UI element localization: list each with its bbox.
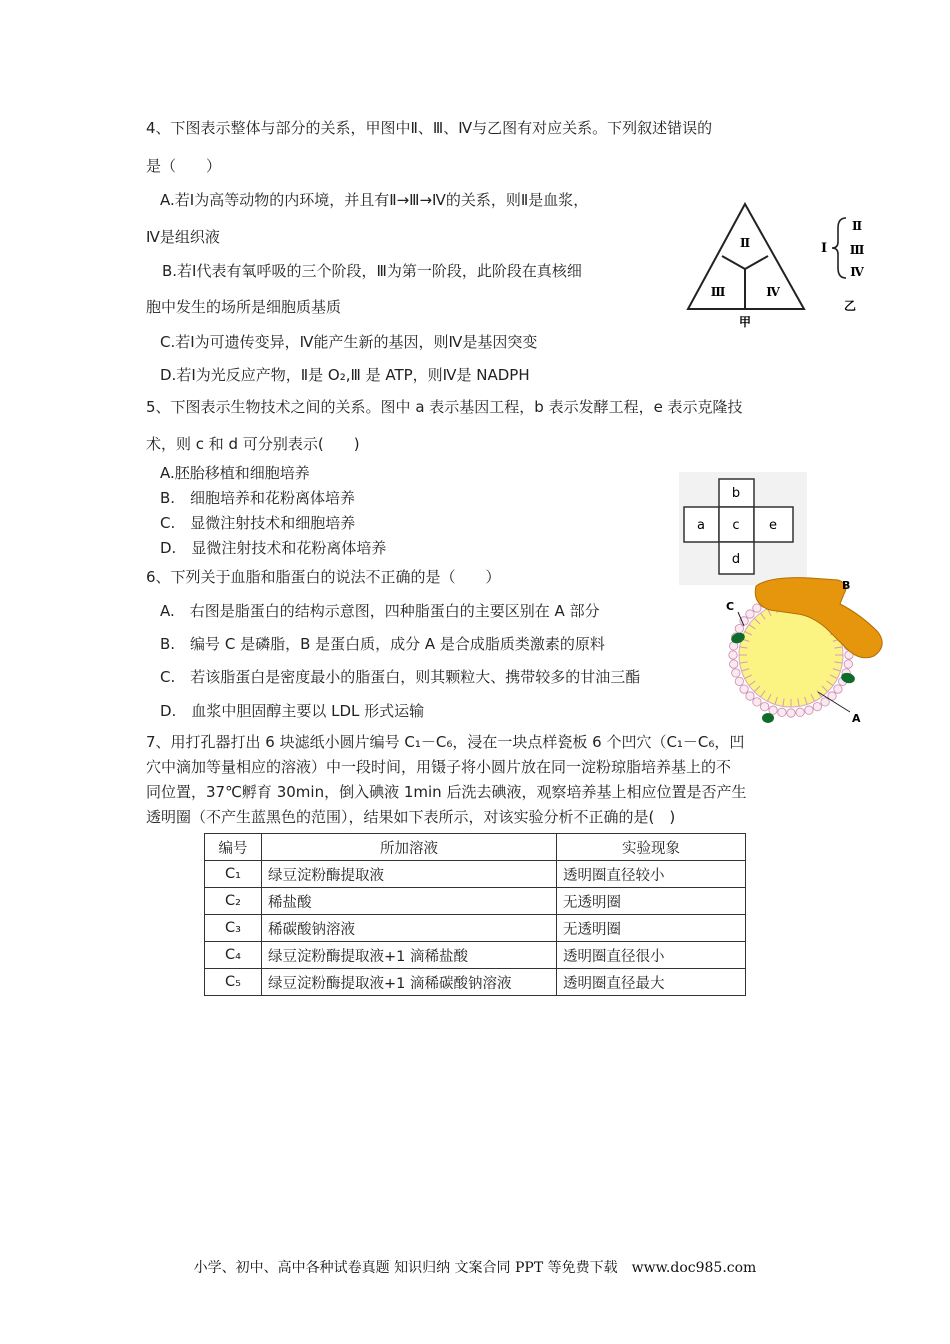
cholesterol-mark-3 bbox=[762, 713, 774, 723]
grid-cell-d: d bbox=[731, 552, 741, 567]
q6-option-a: A. 右图是脂蛋白的结构示意图，四种脂蛋白的主要区别在 A 部分 bbox=[160, 602, 600, 620]
brace-item-1: Ⅱ bbox=[851, 219, 863, 233]
phospholipid-head bbox=[821, 698, 829, 706]
cell-result: 无透明圈 bbox=[557, 915, 746, 942]
q7-stem-line4: 透明圈（不产生蓝黑色的范围），结果如下表所示，对该实验分析不正确的是( ) bbox=[146, 808, 676, 826]
cell-id: C₄ bbox=[205, 942, 262, 969]
cell-id: C₁ bbox=[205, 861, 262, 888]
table-row bbox=[205, 942, 746, 969]
q4-stem-line2: 是（ ） bbox=[146, 157, 222, 175]
table-header-row bbox=[205, 834, 746, 861]
cell-id: C₂ bbox=[205, 888, 262, 915]
q6-stem: 6、下列关于血脂和脂蛋白的说法不正确的是（ ） bbox=[146, 568, 501, 586]
brace-item-3: Ⅳ bbox=[850, 265, 864, 279]
header-solution: 所加溶液 bbox=[262, 834, 557, 861]
cell-solution: 稀盐酸 bbox=[262, 888, 557, 915]
triangle-right-label: Ⅳ bbox=[766, 285, 780, 299]
phospholipid-head bbox=[732, 669, 740, 677]
cell-id: C₅ bbox=[205, 969, 262, 996]
phospholipid-head bbox=[760, 702, 768, 710]
phospholipid-head bbox=[844, 660, 852, 668]
triangle-left-label: Ⅲ bbox=[710, 285, 726, 299]
cell-result: 无透明圈 bbox=[557, 888, 746, 915]
page-footer[interactable]: 小学、初中、高中各种试卷真题 知识归纳 文案合同 PPT 等免费下载 www.doc985.com bbox=[193, 1260, 757, 1276]
grid-cell-b: b bbox=[731, 486, 741, 501]
phospholipid-head bbox=[834, 685, 842, 693]
q6-option-c: C. 若该脂蛋白是密度最小的脂蛋白，则其颗粒大、携带较多的甘油三酯 bbox=[160, 668, 641, 686]
brace-root-label: Ⅰ bbox=[820, 241, 828, 256]
table-row bbox=[205, 861, 746, 888]
table-row bbox=[205, 915, 746, 942]
phospholipid-head bbox=[729, 651, 737, 659]
cell-solution: 绿豆淀粉酶提取液+1 滴稀碳酸钠溶液 bbox=[262, 969, 557, 996]
brace-caption: 乙 bbox=[843, 299, 857, 313]
header-result: 实验现象 bbox=[557, 834, 746, 861]
q7-stem-line2: 穴中滴加等量相应的溶液）中一段时间，用镊子将小圆片放在同一淀粉琼脂培养基上的不 bbox=[146, 758, 732, 776]
q4-option-b-line2: 胞中发生的场所是细胞质基质 bbox=[146, 298, 342, 316]
phospholipid-head bbox=[787, 709, 795, 717]
label-c: C bbox=[726, 600, 735, 613]
q5-option-a: A.胚胎移植和细胞培养 bbox=[160, 464, 310, 482]
triangle-diagram bbox=[682, 198, 812, 333]
q5-stem-line1: 5、下图表示生物技术之间的关系。图中 a 表示基因工程，b 表示发酵工程，e 表示克隆技 bbox=[146, 398, 743, 416]
grid-cell-e: e bbox=[769, 518, 777, 533]
phospholipid-head bbox=[735, 677, 743, 685]
phospholipid-head bbox=[813, 702, 821, 710]
cell-solution: 绿豆淀粉酶提取液 bbox=[262, 861, 557, 888]
q5-option-c: C. 显微注射技术和细胞培养 bbox=[160, 514, 356, 532]
phospholipid-head bbox=[778, 708, 786, 716]
phospholipid-head bbox=[746, 610, 754, 618]
cross-grid-diagram bbox=[679, 472, 807, 585]
q6-option-b: B. 编号 C 是磷脂，B 是蛋白质，成分 A 是合成脂质类激素的原料 bbox=[160, 635, 605, 653]
q7-stem-line3: 同位置，37℃孵育 30min，倒入碘液 1min 后洗去碘液，观察培养基上相应位置是否产生 bbox=[146, 783, 747, 801]
label-a: A bbox=[852, 712, 861, 725]
cell-solution: 绿豆淀粉酶提取液+1 滴稀盐酸 bbox=[262, 942, 557, 969]
cell-result: 透明圈直径较小 bbox=[557, 861, 746, 888]
q5-option-b: B. 细胞培养和花粉离体培养 bbox=[160, 489, 356, 507]
table-row bbox=[205, 888, 746, 915]
phospholipid-head bbox=[730, 660, 738, 668]
lipoprotein-diagram bbox=[718, 574, 894, 734]
phospholipid-head bbox=[753, 604, 761, 612]
cell-result: 透明圈直径最大 bbox=[557, 969, 746, 996]
table-row bbox=[205, 969, 746, 996]
q7-stem-line1: 7、用打孔器打出 6 块滤纸小圆片编号 C₁－C₆，浸在一块点样瓷板 6 个凹穴（C₁－C₆，凹 bbox=[146, 733, 745, 751]
phospholipid-head bbox=[746, 692, 754, 700]
label-b: B bbox=[842, 579, 851, 592]
phospholipid-head bbox=[796, 708, 804, 716]
grid-cell-c: c bbox=[732, 518, 740, 533]
cell-solution: 稀碳酸钠溶液 bbox=[262, 915, 557, 942]
brace-diagram bbox=[812, 212, 872, 317]
cell-id: C₃ bbox=[205, 915, 262, 942]
triangle-top-label: Ⅱ bbox=[739, 236, 751, 250]
phospholipid-head bbox=[753, 698, 761, 706]
q4-option-c: C.若Ⅰ为可遗传变异，Ⅳ能产生新的基因，则Ⅳ是基因突变 bbox=[160, 333, 538, 351]
grid-cell-a: a bbox=[697, 518, 705, 533]
results-table bbox=[204, 833, 746, 996]
q4-option-a-line2: Ⅳ是组织液 bbox=[146, 228, 220, 246]
brace-item-2: Ⅲ bbox=[849, 243, 865, 257]
phospholipid-head bbox=[735, 624, 743, 632]
q5-stem-line2: 术，则 c 和 d 可分别表示( ) bbox=[146, 435, 360, 453]
cell-result: 透明圈直径很小 bbox=[557, 942, 746, 969]
q4-option-a-line1: A.若Ⅰ为高等动物的内环境，并且有Ⅱ→Ⅲ→Ⅳ的关系，则Ⅱ是血浆， bbox=[160, 191, 589, 209]
phospholipid-head bbox=[740, 685, 748, 693]
q4-option-b-line1: B.若Ⅰ代表有氧呼吸的三个阶段，Ⅲ为第一阶段，此阶段在真核细 bbox=[162, 262, 582, 280]
q4-option-d: D.若Ⅰ为光反应产物，Ⅱ是 O₂,Ⅲ 是 ATP，则Ⅳ是 NADPH bbox=[160, 366, 530, 384]
phospholipid-head bbox=[740, 617, 748, 625]
q6-option-d: D. 血浆中胆固醇主要以 LDL 形式运输 bbox=[160, 702, 425, 720]
triangle-caption: 甲 bbox=[738, 315, 752, 329]
q5-option-d: D. 显微注射技术和花粉离体培养 bbox=[160, 539, 387, 557]
phospholipid-head bbox=[805, 706, 813, 714]
q4-stem-line1: 4、下图表示整体与部分的关系，甲图中Ⅱ、Ⅲ、Ⅳ与乙图有对应关系。下列叙述错误的 bbox=[146, 119, 713, 137]
phospholipid-head bbox=[769, 706, 777, 714]
brace-bracket-icon bbox=[832, 218, 846, 278]
header-id: 编号 bbox=[205, 834, 262, 861]
